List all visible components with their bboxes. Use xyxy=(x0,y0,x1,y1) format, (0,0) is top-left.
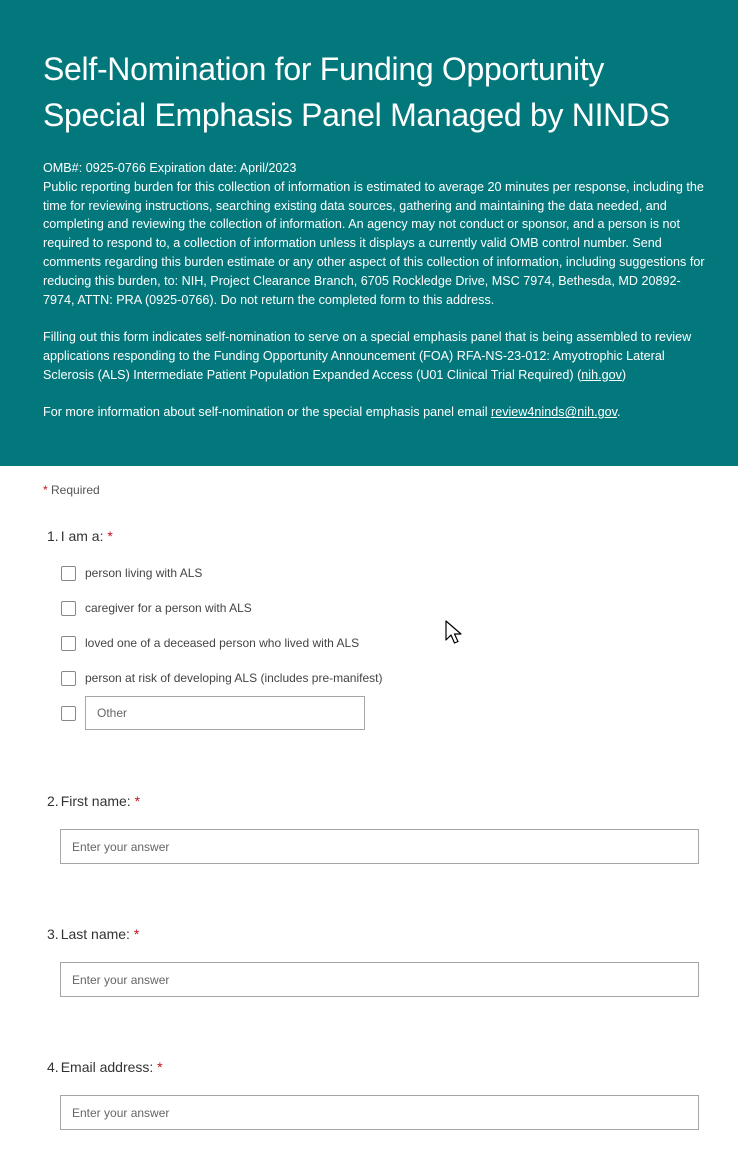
form-title-line2: Special Emphasis Panel Managed by NINDS xyxy=(43,97,670,133)
mouse-cursor-icon xyxy=(445,620,465,648)
required-star: * xyxy=(133,926,140,942)
checkbox[interactable] xyxy=(61,636,76,651)
form-description xyxy=(43,159,708,422)
question-2-title xyxy=(47,793,140,809)
option-at-risk[interactable] xyxy=(61,669,383,687)
form-title xyxy=(43,46,723,138)
burden-statement: Public reporting burden for this collection of information is estimated to average 20 minutes per response, including the time for reviewing instructions, searching existing data sources, gathering and maintaining the data needed, and completing and reviewing the collection of information. An agency may not conduct or sponsor, and a person is not required to respond to, a collection of information unless it displays a currently valid OMB control number. Send comments regarding this burden estimate or any other aspect of this collection of information, including suggestions for reducing this burden, to: NIH, Project Clearance Branch, 6705 Rockledge Drive, MSC 7974, Bethesda, MD 20892-7974, ATTN: PRA (0925-0766). Do not return the completed form to this address. xyxy=(43,179,705,307)
required-star: * xyxy=(134,793,141,809)
nih-gov-link[interactable]: nih.gov xyxy=(581,367,622,382)
question-label: Last name: xyxy=(60,926,130,942)
question-number: 1. xyxy=(47,528,59,544)
question-1-title xyxy=(47,528,113,544)
option-label: loved one of a deceased person who lived with ALS xyxy=(85,636,360,650)
contact-text: For more information about self-nomination or the special emphasis panel email xyxy=(43,405,492,420)
required-note xyxy=(43,483,100,497)
question-number: 3. xyxy=(47,926,59,942)
first-name-input[interactable] xyxy=(60,829,699,864)
question-4-title xyxy=(47,1059,163,1075)
nomination-end: ) xyxy=(621,367,627,382)
email-input[interactable] xyxy=(60,1095,699,1130)
nomination-text: Filling out this form indicates self-nomination to serve on a special emphasis panel that is being assembled to review applications responding to the Funding Opportunity Announcement (FOA) RFA-NS-23-012: Amyotrophic Lateral Sclerosis (ALS) Intermediate Patient Population Expanded Access (U01 Clinical Trial Required) ( xyxy=(43,330,692,382)
question-number: 2. xyxy=(47,793,59,809)
omb-line: OMB#: 0925-0766 Expiration date: April/2023 xyxy=(43,161,297,175)
contact-statement xyxy=(43,403,708,422)
option-loved-one[interactable] xyxy=(61,634,359,652)
required-label: Required xyxy=(51,483,100,497)
required-star: * xyxy=(157,1059,163,1075)
checkbox[interactable] xyxy=(61,601,76,616)
checkbox[interactable] xyxy=(61,671,76,686)
option-caregiver[interactable] xyxy=(61,599,252,617)
option-person-living-with-als[interactable] xyxy=(61,564,202,582)
email-link[interactable]: review4ninds@nih.gov xyxy=(491,405,617,420)
option-label: person at risk of developing ALS (includes pre-manifest) xyxy=(85,671,383,685)
question-3-title xyxy=(47,926,139,942)
required-star: * xyxy=(107,528,113,544)
question-number: 4. xyxy=(47,1059,59,1075)
last-name-input[interactable] xyxy=(60,962,699,997)
option-label: person living with ALS xyxy=(85,566,203,580)
required-star: * xyxy=(43,483,48,497)
question-label: I am a: xyxy=(60,528,104,544)
other-input[interactable] xyxy=(85,696,365,730)
form-header xyxy=(0,0,738,466)
contact-end: . xyxy=(616,405,621,420)
question-label: Email address: xyxy=(60,1059,154,1075)
question-label: First name: xyxy=(60,793,131,809)
nomination-statement xyxy=(43,328,708,384)
other-checkbox[interactable] xyxy=(61,706,76,721)
option-label: caregiver for a person with ALS xyxy=(85,601,252,615)
checkbox[interactable] xyxy=(61,566,76,581)
form-title-line1: Self-Nomination for Funding Opportunity xyxy=(43,51,605,87)
